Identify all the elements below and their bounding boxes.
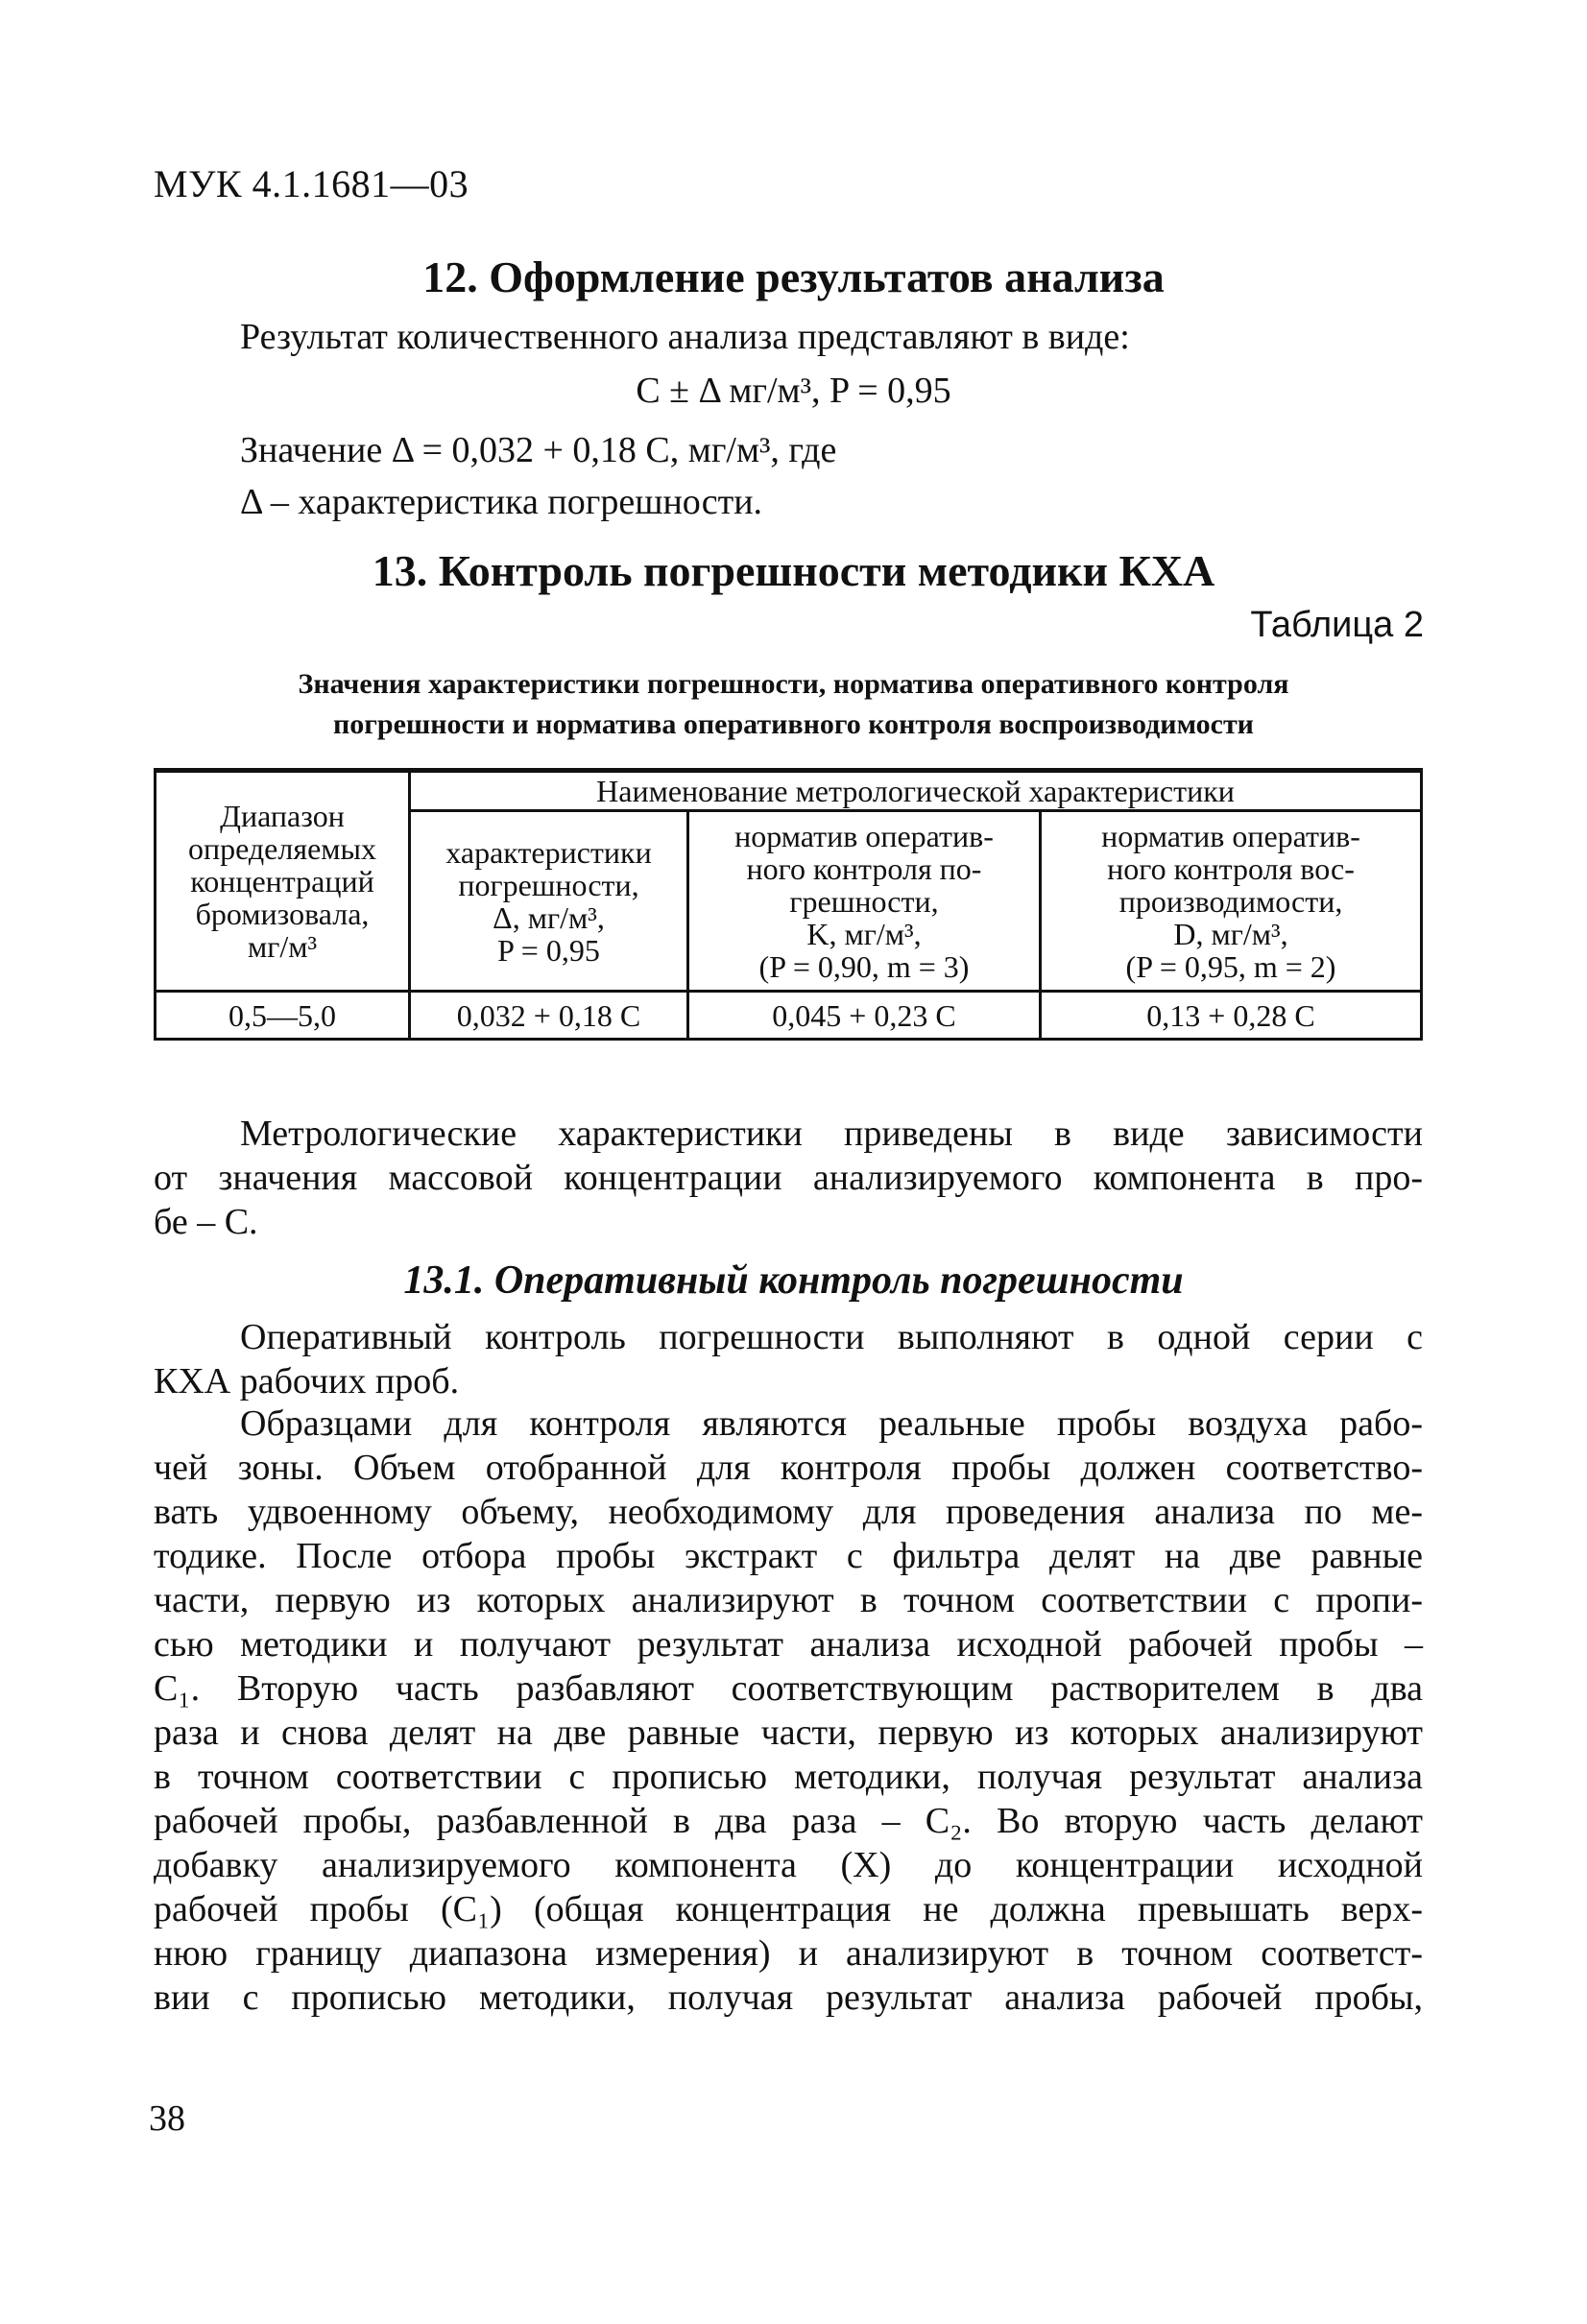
cell-d: 0,13 + 0,28 C (1041, 992, 1422, 1040)
metrology-table (154, 768, 1423, 1041)
table-caption-line-1: Значения характеристики погрешности, норматива оперативного контроля (298, 668, 1289, 700)
table-row (156, 992, 1422, 1040)
cell-delta: 0,032 + 0,18 C (410, 992, 688, 1040)
cell-k: 0,045 + 0,23 C (688, 992, 1041, 1040)
col3-header: норматив оператив- ного контроля по- грешности, K, мг/м³, (P = 0,90, m = 3) (688, 811, 1041, 992)
table-label: Таблица 2 (1250, 605, 1424, 645)
section-12-line-1: Результат количественного анализа представляют в виде: (240, 317, 1130, 357)
document-code: МУК 4.1.1681—03 (154, 162, 469, 205)
metrology-paragraph: Метрологические характеристики приведены в виде зависимости от значения массовой концентрации анализируемого компонента в про- бе – C. (154, 1114, 1423, 1242)
section-12-line-3: Значение Δ = 0,032 + 0,18 C, мг/м³, где (240, 430, 837, 470)
col2-header: характеристики погрешности, Δ, мг/м³, P = 0,95 (410, 811, 688, 992)
section-12-title: 12. Оформление результатов анализа (422, 252, 1165, 301)
section-13-title: 13. Контроль погрешности методики КХА (372, 546, 1215, 595)
col1-header: Диапазон определяемых концентраций бромизовала, мг/м³ (156, 771, 410, 992)
section-12-formula: C ± Δ мг/м³, P = 0,95 (636, 371, 951, 411)
group-header: Наименование метрологической характеристики (410, 771, 1422, 811)
table-caption-line-2: погрешности и норматива оперативного контроля воспроизводимости (333, 708, 1254, 740)
col4-header: норматив оператив- ного контроля вос- производимости, D, мг/м³, (P = 0,95, m = 2) (1041, 811, 1422, 992)
section-13-1-paragraph-1: Оперативный контроль погрешности выполняют в одной серии с КХА рабочих проб. (154, 1317, 1423, 1402)
section-13-1-paragraph-2: Образцами для контроля являются реальные пробы воздуха рабо- чей зоны. Объем отобранной для контроля пробы должен соответство- вать удвоенному объему, необходимому для проведения анализа по ме- тодике. После отбора пробы экстракт с фильтра делят на две равные части, первую из которых анализируют в точном соответствии с пропи- сью методики и получают результат анализа исходной рабочей пробы – C₁. Вторую часть разбавляют соответствующим растворителем в два раза и снова делят на две равные части, первую из которых анализируют в точном соответствии с прописью методики, получая результат анализа рабочей пробы, разбавленной в два раза – C₂. Во вторую часть делают добавку анализируемого компонента (X) до концентрации исходной рабочей пробы (C₁) (общая концентрация не должна превышать верх- нюю границу диапазона измерения) и анализируют в точном соответст- вии с прописью методики, получая результат анализа рабочей пробы, (154, 1403, 1423, 2018)
section-12-line-4: Δ – характеристика погрешности. (240, 482, 763, 522)
page-number: 38 (149, 2098, 185, 2139)
section-13-1-title: 13.1. Оперативный контроль погрешности (403, 1258, 1184, 1303)
cell-range: 0,5—5,0 (156, 992, 410, 1040)
